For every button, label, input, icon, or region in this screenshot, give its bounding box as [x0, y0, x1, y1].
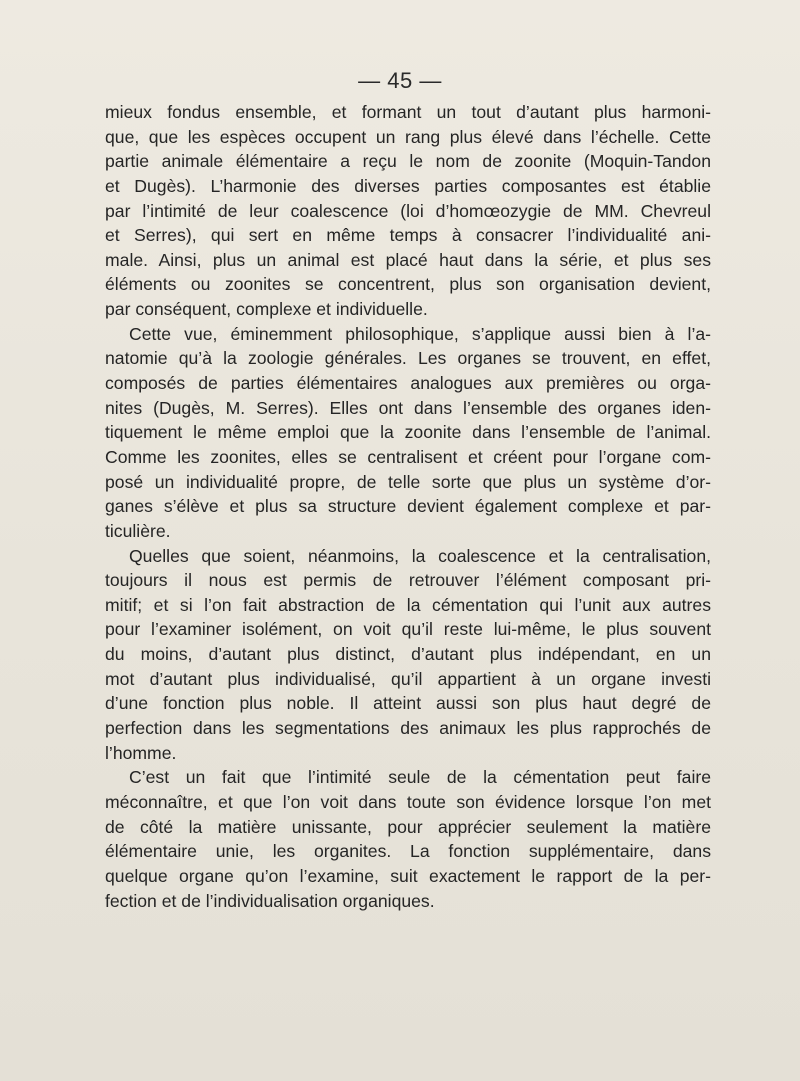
paragraph: [105, 322, 711, 544]
text-line: fection et de l’individualisation organiques.: [105, 890, 435, 911]
text-line: l’homme.: [105, 742, 177, 763]
text-line: C’est un fait que l’intimité seule de la cémentation peut faire: [129, 767, 711, 788]
paragraph: [105, 765, 711, 913]
text-line: que, que les espèces occupent un rang plus élevé dans l’échelle. Cette: [105, 126, 711, 147]
text-line: du moins, d’autant plus distinct, d’autant plus indépendant, en un: [105, 644, 711, 665]
text-line: ticulière.: [105, 520, 171, 541]
text-line: tiquement le même emploi que la zoonite dans l’ensemble de l’animal.: [105, 422, 711, 443]
text-line: pour l’examiner isolément, on voit qu’il reste lui-même, le plus souvent: [105, 619, 711, 640]
text-line: posé un individualité propre, de telle sorte que plus un système d’or-: [105, 471, 711, 492]
text-line: partie animale élémentaire a reçu le nom de zoonite (Moquin-Tandon: [105, 151, 711, 172]
paragraph: [105, 100, 711, 322]
text-line: de côté la matière unissante, pour apprécier seulement la matière: [105, 816, 711, 837]
text-line: quelque organe qu’on l’examine, suit exactement le rapport de la per-: [105, 865, 711, 886]
text-line: Quelles que soient, néanmoins, la coalescence et la centralisation,: [129, 545, 711, 566]
text-line: méconnaître, et que l’on voit dans toute son évidence lorsque l’on met: [105, 791, 711, 812]
text-line: Cette vue, éminemment philosophique, s’applique aussi bien à l’a-: [129, 323, 711, 344]
text-line: natomie qu’à la zoologie générales. Les organes se trouvent, en effet,: [105, 348, 711, 369]
text-line: male. Ainsi, plus un animal est placé haut dans la série, et plus ses: [105, 249, 711, 270]
text-line: mot d’autant plus individualisé, qu’il appartient à un organe investi: [105, 668, 711, 689]
text-line: nites (Dugès, M. Serres). Elles ont dans l’ensemble des organes iden-: [105, 397, 711, 418]
text-line: élémentaire unie, les organites. La fonction supplémentaire, dans: [105, 841, 711, 862]
text-line: et Serres), qui sert en même temps à consacrer l’individualité ani-: [105, 225, 711, 246]
text-line: toujours il nous est permis de retrouver l’élément composant pri-: [105, 570, 711, 591]
text-line: composés de parties élémentaires analogues aux premières ou orga-: [105, 373, 711, 394]
text-line: perfection dans les segmentations des animaux les plus rapprochés de: [105, 718, 711, 739]
text-line: ganes s’élève et plus sa structure devient également complexe et par-: [105, 496, 711, 517]
text-line: Comme les zoonites, elles se centralisent et créent pour l’organe com-: [105, 446, 711, 467]
text-line: mitif; et si l’on fait abstraction de la cémentation qui l’unit aux autres: [105, 594, 711, 615]
text-line: éléments ou zoonites se concentrent, plus son organisation devient,: [105, 274, 711, 295]
text-line: d’une fonction plus noble. Il atteint aussi son plus haut degré de: [105, 693, 711, 714]
paragraph: [105, 544, 711, 766]
text-line: mieux fondus ensemble, et formant un tout d’autant plus harmoni-: [105, 102, 711, 122]
text-line: par conséquent, complexe et individuelle.: [105, 299, 428, 320]
page-number: — 45 —: [358, 68, 442, 93]
body-text: [105, 100, 711, 913]
text-line: et Dugès). L’harmonie des diverses parties composantes est établie: [105, 175, 711, 196]
text-line: par l’intimité de leur coalescence (loi d’homœozygie de MM. Chevreul: [105, 200, 711, 221]
